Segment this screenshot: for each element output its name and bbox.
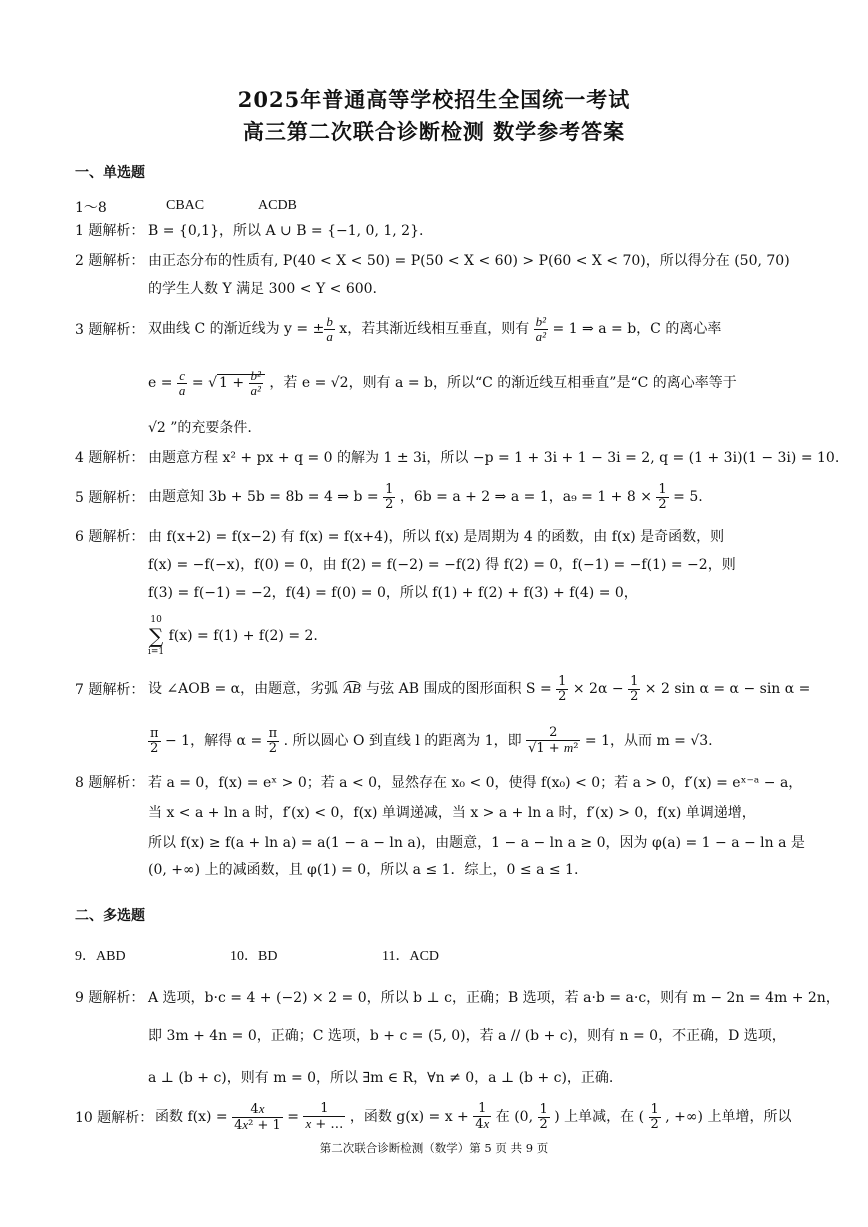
answers-5-8: ACDB	[258, 198, 297, 213]
q3-line1-part-c: = 1 ⇒ a = b，C 的离心率	[552, 321, 722, 337]
q8-line1: 若 a = 0，f(x) = eˣ > 0；若 a < 0，显然存在 x₀ < 0，使得 f(x₀) < 0；若 a > 0，f′(x) = eˣ⁻ᵃ − a，	[148, 775, 803, 791]
arc-ab: AB	[343, 682, 361, 697]
q3-line2	[148, 366, 737, 400]
q7-line1-part-b: 与弦 AB 围成的图形面积 S =	[361, 681, 552, 697]
q7-line1	[148, 672, 810, 707]
sqrt-expression: √ 1 + $\frac{\text{b²}}{\text{a²}}$	[208, 374, 265, 391]
exam-title: 2025年普通高等学校招生全国统一考试	[237, 87, 631, 112]
q5-part-a: 由题意知 3b + 5b = 8b = 4 ⇒ b =	[148, 489, 379, 505]
q4-text: 由题意方程 x² + px + q = 0 的解为 1 ± 3i，所以 −p = 1 + 3i + 1 − 3i = 2, q = (1 + 3i)(1 − 3i) = 10.	[148, 450, 840, 466]
q7-line1-part-c: × 2α −	[572, 681, 624, 697]
page-footer: 第二次联合诊断检测（数学）第 5 页 共 9 页	[319, 1141, 549, 1155]
q3-label: 3 题解析：	[75, 322, 145, 338]
q8-label: 8 题解析：	[75, 775, 145, 791]
q2-line2: 的学生人数 Y 满足 300 < Y < 600.	[148, 281, 377, 297]
reciprocal-fraction: $\frac{1}{x + \dots}$	[305, 1101, 344, 1132]
one-half-fraction: $\frac{1}{2}$	[658, 481, 667, 512]
q7-line2-part-b: . 所以圆心 O 到直线 l 的距离为 1，即	[283, 733, 522, 749]
one-over-4x-fraction: $\frac{1}{4x}$	[475, 1101, 490, 1132]
q10-part-c: ，函数 g(x) = x +	[349, 1109, 469, 1125]
q10-part-f: , +∞) 上单增，所以	[665, 1109, 792, 1125]
q5-part-b: ，6b = a + 2 ⇒ a = 1，a₉ = 1 + 8 ×	[399, 489, 652, 505]
c-over-a-fraction: $\frac{c}{a}$	[178, 367, 186, 398]
q3-line1-part-b: x，若其渐近线相互垂直，则有	[339, 321, 530, 337]
q3-line1-part-a: 双曲线 C 的渐近线为 y = ±	[148, 321, 325, 337]
q8-line4: (0, +∞) 上的减函数，且 φ(1) = 0，所以 a ≤ 1．综上，0 ≤ a ≤ 1.	[148, 862, 579, 878]
q10-line1	[155, 1100, 791, 1134]
answers-range: 1～8	[75, 200, 107, 216]
summation-symbol: 10 ∑ i=1	[148, 615, 165, 657]
answers-1-4: CBAC	[166, 198, 205, 213]
f-fraction: $\frac{4x}{\text{4x² + 1}}$	[234, 1100, 281, 1133]
q7-line2-part-a: − 1，解得 α =	[165, 733, 263, 749]
pi-over-2-fraction: $\frac{\pi}{2}$	[150, 725, 159, 756]
q10-part-d: 在 (0,	[495, 1109, 534, 1125]
q2-line1: 由正态分布的性质有, P(40 < X < 50) = P(50 < X < 60) > P(60 < X < 70)，所以得分在 (50, 70)	[148, 253, 790, 269]
q6-line2: f(x) = −f(−x)，f(0) = 0，由 f(2) = f(−2) = −f(2) 得 f(2) = 0，f(−1) = −f(1) = −2，则	[148, 557, 736, 573]
q7-label: 7 题解析：	[75, 682, 145, 698]
q6-line3: f(3) = f(−1) = −2，f(4) = f(0) = 0，所以 f(1) + f(2) + f(3) + f(4) = 0，	[148, 585, 638, 601]
q8-line3: 所以 f(x) ≥ f(a + ln a) = a(1 − a − ln a)，由题意，1 − a − ln a ≥ 0，因为 φ(a) = 1 − a − ln a 是	[148, 835, 805, 851]
q10-part-e: ) 上单减，在 (	[554, 1109, 645, 1125]
pi-over-2-fraction: $\frac{\pi}{2}$	[268, 725, 278, 756]
q7-line2-part-c: = 1，从而 m = √3.	[584, 733, 713, 749]
q5-part-c: = 5.	[673, 489, 703, 505]
one-half-fraction: $\frac{1}{2}$	[385, 481, 394, 512]
q7-line2	[148, 722, 713, 760]
answer-title: 高三第二次联合诊断检测 数学参考答案	[242, 119, 626, 144]
q7-line1-part-d: × 2 sin α = α − sin α =	[644, 681, 811, 697]
q10-part-b: =	[287, 1109, 299, 1125]
one-half-fraction: $\frac{1}{2}$	[650, 1101, 659, 1132]
q3-line2-part-a: e =	[148, 375, 173, 391]
q10-label: 10 题解析：	[75, 1110, 154, 1126]
q1-text: B = {0,1}，所以 A ∪ B = {−1, 0, 1, 2}.	[148, 223, 424, 239]
q10-part-a: 函数 f(x) =	[155, 1109, 228, 1125]
q3-line2-part-b: =	[191, 375, 204, 391]
answer-11: 11．ACD	[382, 949, 440, 964]
q6-label: 6 题解析：	[75, 529, 145, 545]
q5-text	[148, 480, 703, 514]
q3-line3: √2 ”的充要条件.	[148, 420, 252, 436]
one-half-fraction: $\frac{1}{2}$	[630, 673, 639, 704]
b-over-a-fraction: $\frac{b}{a}$	[326, 313, 333, 344]
answer-9: 9．ABD	[75, 949, 126, 964]
answer-10: 10．BD	[230, 949, 278, 964]
q4-label: 4 题解析：	[75, 450, 145, 466]
section-single-choice: 一、单选题	[75, 165, 145, 181]
q9-line3: a ⊥ (b + c)，则有 m = 0，所以 ∃m ∈ R，∀n ≠ 0，a ⊥ (b + c)，正确.	[148, 1070, 614, 1086]
q6-line4-text: f(x) = f(1) + f(2) = 2.	[168, 628, 318, 644]
q6-line4	[148, 614, 318, 658]
q7-line1-part-a: 设 ∠AOB = α，由题意，劣弧	[148, 681, 343, 697]
q3-line1	[148, 312, 721, 346]
distance-fraction: $\frac{2}{\text{√1 + m²}}$	[528, 725, 579, 756]
q9-label: 9 题解析：	[75, 990, 145, 1006]
q8-line2: 当 x < a + ln a 时，f′(x) < 0，f(x) 单调递减，当 x > a + ln a 时，f′(x) > 0，f(x) 单调递增，	[148, 805, 756, 821]
q9-line2: 即 3m + 4n = 0，正确；C 选项，b + c = (5, 0)，若 a // (b + c)，则有 n = 0，不正确，D 选项，	[148, 1028, 786, 1044]
q6-line1: 由 f(x+2) = f(x−2) 有 f(x) = f(x+4)，所以 f(x) 是周期为 4 的函数，由 f(x) 是奇函数，则	[148, 529, 725, 545]
section-multiple-choice: 二、多选题	[75, 908, 145, 924]
q2-label: 2 题解析：	[75, 253, 145, 269]
q9-line1: A 选项，b·c = 4 + (−2) × 2 = 0，所以 b ⊥ c，正确；B 选项，若 a·b = a·c，则有 m − 2n = 4m + 2n，	[148, 990, 840, 1006]
q5-label: 5 题解析：	[75, 490, 145, 506]
one-half-fraction: $\frac{1}{2}$	[539, 1101, 548, 1132]
q1-label: 1 题解析：	[75, 223, 145, 239]
b2-over-a2-fraction: $\frac{\text{b²}}{\text{a²}}$	[535, 313, 547, 344]
one-half-fraction: $\frac{1}{2}$	[558, 673, 567, 704]
q3-line2-part-c: ，若 e = √2，则有 a = b，所以“C 的渐近线互相垂直”是“C 的离心率等于	[269, 375, 737, 391]
